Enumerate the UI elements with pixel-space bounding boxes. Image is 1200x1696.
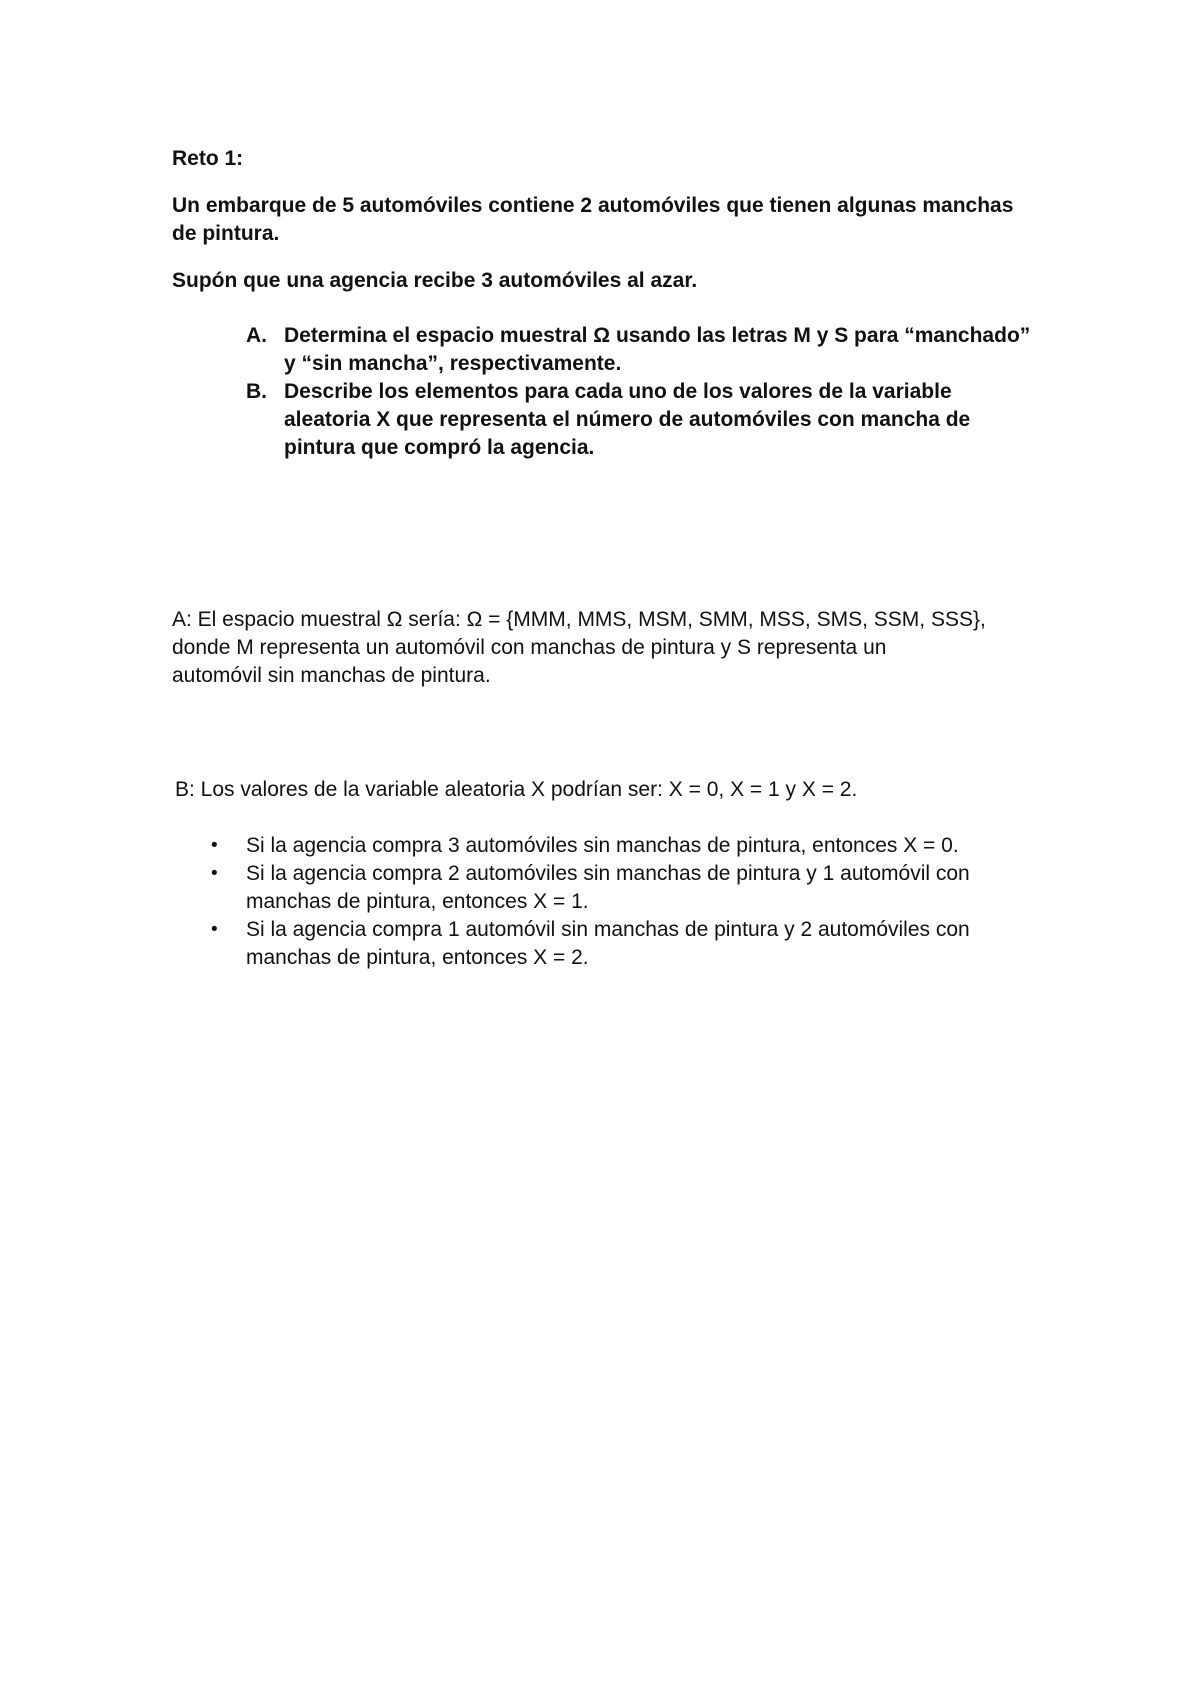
question-b-marker: B. (246, 380, 267, 403)
question-b-line-2: aleatoria X que representa el número de automóviles con mancha de (284, 408, 971, 431)
document-title: Reto 1: (172, 147, 244, 170)
answer-b-bullet-3-line-1: Si la agencia compra 1 automóvil sin manchas de pintura y 2 automóviles con (246, 918, 970, 941)
setup-text: Supón que una agencia recibe 3 automóviles al azar. (172, 269, 698, 292)
question-a-marker: A. (246, 324, 267, 347)
bullet-marker: • (211, 835, 218, 856)
answer-a-line-2: donde M representa un automóvil con manchas de pintura y S representa un (172, 636, 887, 659)
answer-b-bullet-2-line-2: manchas de pintura, entonces X = 1. (246, 890, 589, 913)
question-a-line-1: Determina el espacio muestral Ω usando las letras M y S para “manchado” (284, 324, 1031, 347)
question-b-line-1: Describe los elementos para cada uno de los valores de la variable (284, 380, 952, 403)
bullet-marker: • (211, 863, 218, 884)
question-a-line-2: y “sin mancha”, respectivamente. (284, 352, 622, 375)
answer-b-bullet-3-line-2: manchas de pintura, entonces X = 2. (246, 946, 589, 969)
intro-line-1: Un embarque de 5 automóviles contiene 2 automóviles que tienen algunas manchas (172, 194, 1014, 217)
answer-a-line-3: automóvil sin manchas de pintura. (172, 664, 491, 687)
bullet-marker: • (211, 919, 218, 940)
answer-a-line-1: A: El espacio muestral Ω sería: Ω = {MMM, MMS, MSM, SMM, MSS, SMS, SSM, SSS}, (172, 608, 986, 631)
answer-b-intro: B: Los valores de la variable aleatoria X podrían ser: X = 0, X = 1 y X = 2. (175, 778, 858, 801)
answer-b-bullet-2-line-1: Si la agencia compra 2 automóviles sin manchas de pintura y 1 automóvil con (246, 862, 970, 885)
question-b-line-3: pintura que compró la agencia. (284, 436, 595, 459)
answer-b-bullet-1-line-1: Si la agencia compra 3 automóviles sin manchas de pintura, entonces X = 0. (246, 834, 959, 857)
intro-line-2: de pintura. (172, 222, 280, 245)
